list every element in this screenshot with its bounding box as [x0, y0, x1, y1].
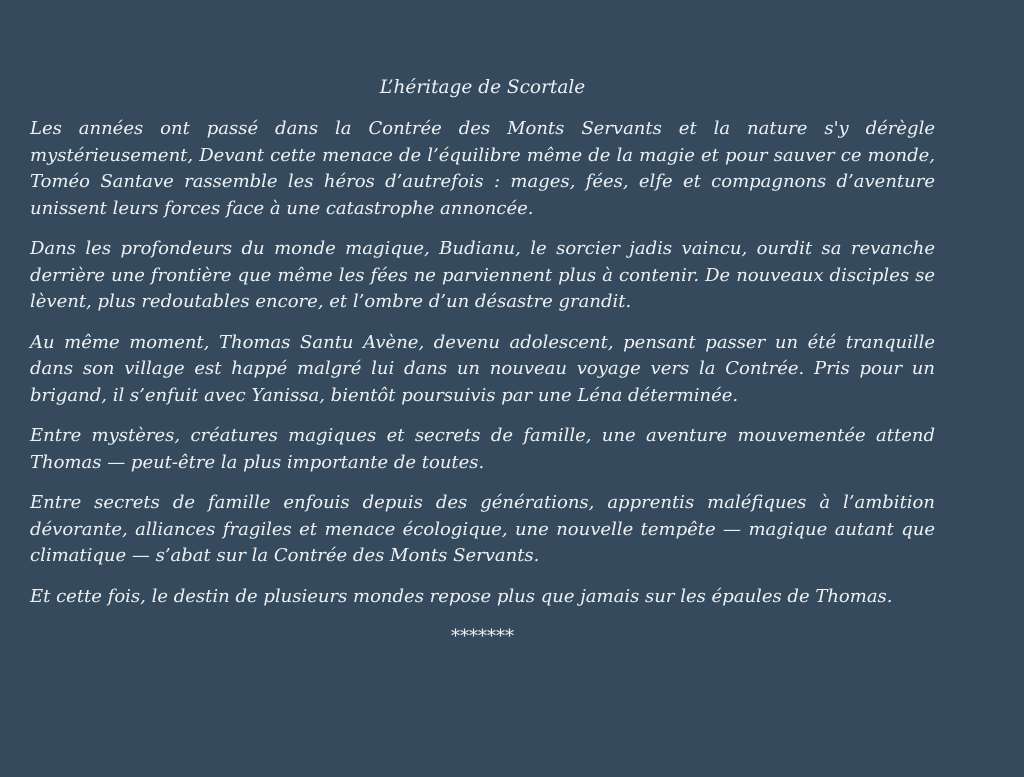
section-separator: ******* — [451, 626, 514, 647]
paragraph-4: Entre mystères, créatures magiques et secrets de famille, une aventure mouvementée attend Thomas — peut-être la plus importante de toutes. — [30, 425, 935, 473]
paragraph-5: Entre secrets de famille enfouis depuis des générations, apprentis maléfiques à l’ambition dévorante, alliances fragiles et menace écologique, une nouvelle tempête — magique autant que climatique — s’abat sur la Contrée des Monts Servants. — [30, 492, 935, 566]
paragraph-3: Au même moment, Thomas Santu Avène, devenu adolescent, pensant passer un été tranquille dans son village est happé malgré lui dans un nouveau voyage vers la Contrée. Pris pour un brigand, il s’enfuit avec Yanissa, bientôt poursuivis par une Léna déterminée. — [30, 331, 935, 406]
paragraph-1: Les années ont passé dans la Contrée des Monts Servants et la nature s'y dérègle mystérieusement, Devant cette menace de l’équilibre même de la magie et pour sauver ce monde, Toméo Santave rassemble les héros d’autrefois : mages, fées, elfe et compagnons d’aventure unissent leurs forces face à une catastrophe annoncée. — [30, 118, 935, 219]
document-title: L’héritage de Scortale — [379, 77, 586, 98]
paragraph-2: Dans les profondeurs du monde magique, Budianu, le sorcier jadis vaincu, ourdit sa revanche derrière une frontière que même les fées ne parviennent plus à contenir. De nouveaux disciples se lèvent, plus redoutables encore, et l’ombre d’un désastre grandit. — [30, 238, 935, 312]
paragraph-6: Et cette fois, le destin de plusieurs mondes repose plus que jamais sur les épaules de Thomas. — [30, 585, 893, 607]
